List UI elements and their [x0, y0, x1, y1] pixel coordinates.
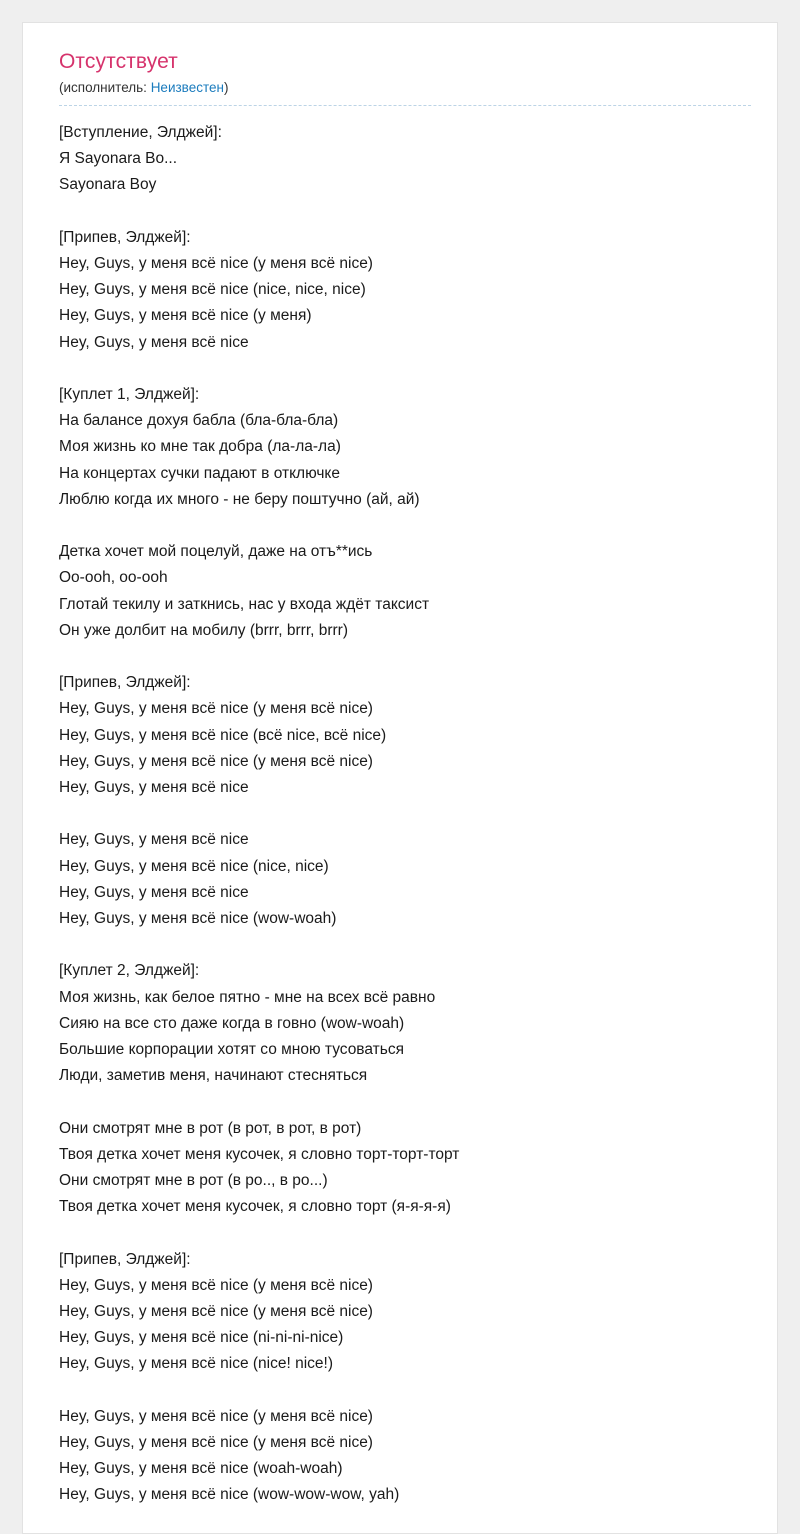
- lyrics-line: Hey, Guys, у меня всё nice (у меня всё nice): [59, 1434, 373, 1452]
- lyrics-line: [Куплет 1, Элджей]:: [59, 386, 200, 403]
- lyrics-line: Hey, Guys, у меня всё nice (nice, nice): [59, 857, 329, 875]
- lyrics-line: Oo-ooh, oo-ooh: [59, 569, 168, 587]
- lyrics-line: Сияю на все сто даже когда в говно (wow-woah): [59, 1014, 405, 1032]
- lyrics-blank-line: [59, 644, 751, 670]
- lyrics-line: [Вступление, Элджей]:: [59, 124, 222, 141]
- lyrics-line: Hey, Guys, у меня всё nice (всё nice, всё nice): [59, 726, 387, 744]
- artist-label: (исполнитель:: [59, 80, 151, 95]
- lyrics-line: Они смотрят мне в рот (в ро.., в ро...): [59, 1172, 328, 1190]
- lyrics-line: Твоя детка хочет меня кусочек, я словно торт-торт-торт: [59, 1145, 460, 1163]
- lyrics-blank-line: [59, 356, 751, 382]
- lyrics-blank-line: [59, 1220, 751, 1246]
- page-title: Отсутствует: [59, 50, 178, 73]
- lyrics-blank-line: [59, 932, 751, 958]
- lyrics-line: Hey, Guys, у меня всё nice: [59, 779, 249, 797]
- lyrics-line: Sayonara Boy: [59, 176, 157, 194]
- lyrics-line: Моя жизнь, как белое пятно - мне на всех всё равно: [59, 988, 436, 1006]
- lyrics-line: Hey, Guys, у меня всё nice (у меня всё nice): [59, 1303, 373, 1321]
- lyrics-line: [Куплет 2, Элджей]:: [59, 962, 200, 980]
- lyrics-line: Hey, Guys, у меня всё nice (nice! nice!): [59, 1355, 333, 1373]
- lyrics-line: [Припев, Элджей]:: [59, 228, 191, 246]
- lyrics-line: Hey, Guys, у меня всё nice (woah-woah): [59, 1460, 343, 1478]
- lyrics-line: [Припев, Элджей]:: [59, 674, 191, 692]
- lyrics-blank-line: [59, 1089, 751, 1115]
- lyrics-line: Он уже долбит на мобилу (brrr, brrr, brrr): [59, 621, 349, 639]
- lyrics-line: Hey, Guys, у меня всё nice (у меня): [59, 307, 312, 325]
- lyrics-line: Hey, Guys, у меня всё nice (wow-wow-wow, yah): [59, 1486, 400, 1504]
- lyrics-line: Hey, Guys, у меня всё nice (у меня всё nice): [59, 1407, 373, 1425]
- artist-link[interactable]: Неизвестен: [150, 80, 224, 95]
- lyrics-sheet: [22, 22, 778, 1534]
- lyrics-line: Твоя детка хочет меня кусочек, я словно торт (я-я-я-я): [59, 1198, 451, 1216]
- lyrics-line: Hey, Guys, у меня всё nice (у меня всё nice): [59, 700, 373, 718]
- lyrics-line: Hey, Guys, у меня всё nice (у меня всё nice): [59, 255, 373, 272]
- lyrics-line: На концертах сучки падают в отключке: [59, 464, 341, 482]
- lyrics-line: Глотай текилу и заткнись, нас у входа ждёт таксист: [59, 595, 430, 613]
- lyrics-line: Они смотрят мне в рот (в рот, в рот, в рот): [59, 1119, 362, 1137]
- lyrics-body: [59, 120, 751, 1509]
- lyrics-line: Hey, Guys, у меня всё nice (wow-woah): [59, 910, 337, 928]
- lyrics-line: Hey, Guys, у меня всё nice (у меня всё nice): [59, 752, 373, 770]
- lyrics-line: Люди, заметив меня, начинают стесняться: [59, 1067, 368, 1085]
- lyrics-line: Hey, Guys, у меня всё nice (у меня всё nice): [59, 1276, 373, 1294]
- lyrics-line: Hey, Guys, у меня всё nice: [59, 333, 249, 351]
- lyrics-line: Детка хочет мой поцелуй, даже на отъ**ись: [59, 543, 373, 561]
- lyrics-line: На балансе дохуя бабла (бла-бла-бла): [59, 412, 339, 430]
- lyrics-line: Моя жизнь ко мне так добра (ла-ла-ла): [59, 438, 341, 456]
- lyrics-line: Большие корпорации хотят со мною тусоваться: [59, 1041, 404, 1059]
- lyrics-line: Люблю когда их много - не беру поштучно (ай, ай): [59, 490, 420, 508]
- lyrics-blank-line: [59, 1378, 751, 1404]
- lyrics-line: [Припев, Элджей]:: [59, 1250, 191, 1268]
- lyrics-line: Hey, Guys, у меня всё nice (nice, nice, nice): [59, 281, 366, 299]
- lyrics-line: Hey, Guys, у меня всё nice: [59, 883, 249, 901]
- artist-suffix: ): [223, 80, 229, 95]
- lyrics-blank-line: [59, 801, 751, 827]
- lyrics-line: Hey, Guys, у меня всё nice: [59, 831, 249, 849]
- artist-line: [59, 80, 751, 106]
- lyrics-blank-line: [59, 199, 751, 225]
- lyrics-line: Я Sayonara Bo...: [59, 150, 178, 168]
- lyrics-blank-line: [59, 513, 751, 539]
- lyrics-line: Hey, Guys, у меня всё nice (ni-ni-ni-nice): [59, 1329, 344, 1347]
